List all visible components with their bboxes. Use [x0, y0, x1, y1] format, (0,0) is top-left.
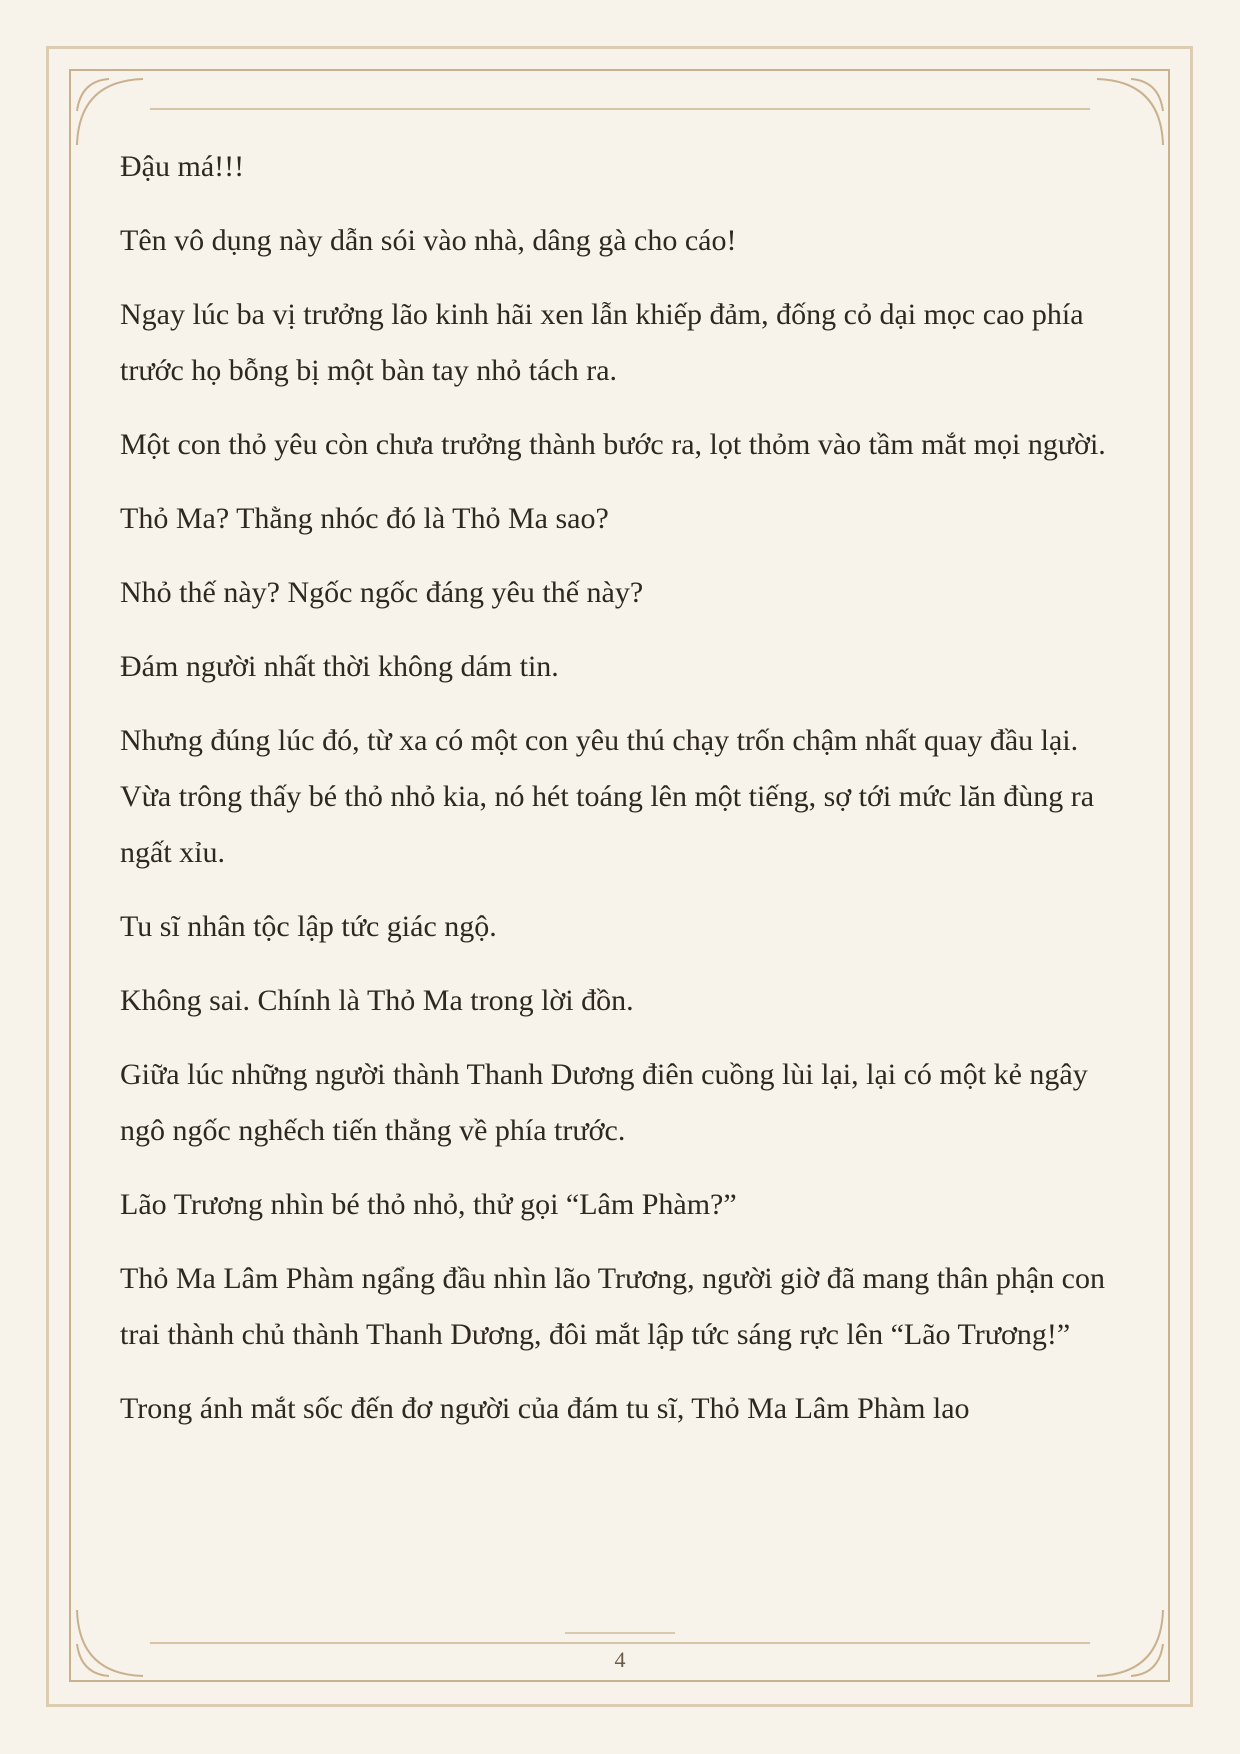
paragraph: Tên vô dụng này dẫn sói vào nhà, dâng gà cho cáo!	[120, 224, 737, 257]
footer-divider	[150, 1642, 1090, 1644]
paragraph: Đám người nhất thời không dám tin.	[120, 650, 559, 683]
footer-short-divider	[565, 1632, 675, 1634]
header-divider	[150, 108, 1090, 110]
page-body-text	[120, 139, 1120, 1455]
paragraph: Thỏ Ma? Thằng nhóc đó là Thỏ Ma sao?	[120, 502, 609, 535]
paragraph: Trong ánh mắt sốc đến đơ người của đám tu sĩ, Thỏ Ma Lâm Phàm lao	[120, 1392, 970, 1425]
paragraph: Thỏ Ma Lâm Phàm ngẩng đầu nhìn lão Trương, người giờ đã mang thân phận con trai thành chủ thành Thanh Dương, đôi mắt lập tức sáng rực lên “Lão Trương!”	[120, 1262, 1105, 1351]
paragraph: Giữa lúc những người thành Thanh Dương điên cuồng lùi lại, lại có một kẻ ngây ngô ngốc nghếch tiến thẳng về phía trước.	[120, 1058, 1088, 1147]
paragraph: Tu sĩ nhân tộc lập tức giác ngộ.	[120, 910, 497, 943]
paragraph: Ngay lúc ba vị trưởng lão kinh hãi xen lẫn khiếp đảm, đống cỏ dại mọc cao phía trước họ bỗng bị một bàn tay nhỏ tách ra.	[120, 298, 1084, 387]
paragraph: Không sai. Chính là Thỏ Ma trong lời đồn.	[120, 984, 634, 1017]
paragraph: Đậu má!!!	[120, 150, 245, 183]
paragraph: Một con thỏ yêu còn chưa trưởng thành bước ra, lọt thỏm vào tầm mắt mọi người.	[120, 428, 1106, 461]
paragraph: Nhỏ thế này? Ngốc ngốc đáng yêu thế này?	[120, 576, 644, 609]
paragraph: Lão Trương nhìn bé thỏ nhỏ, thử gọi “Lâm Phàm?”	[120, 1188, 737, 1221]
page-number: 4	[614, 1647, 626, 1672]
paragraph: Nhưng đúng lúc đó, từ xa có một con yêu thú chạy trốn chậm nhất quay đầu lại. Vừa trông thấy bé thỏ nhỏ kia, nó hét toáng lên một tiếng, sợ tới mức lăn đùng ra ngất xỉu.	[120, 724, 1095, 869]
